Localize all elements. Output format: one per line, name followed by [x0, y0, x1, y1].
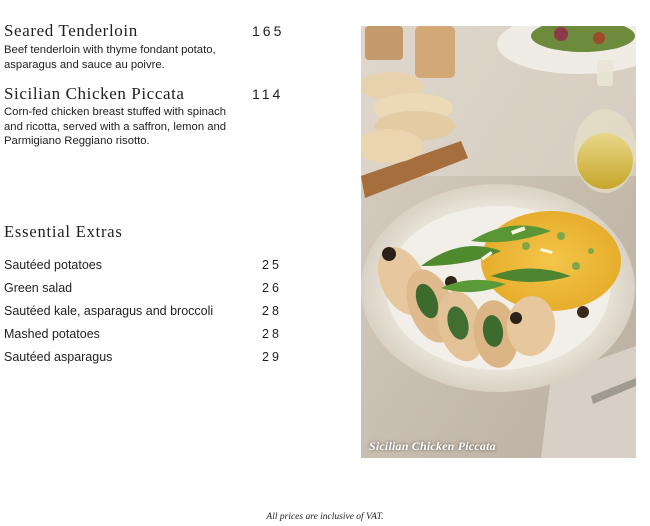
dish-description-seared-tenderloin: Beef tenderloin with thyme fondant potato, asparagus and sauce au poivre.	[4, 44, 216, 71]
extra-item-name: Sautéed asparagus	[4, 350, 113, 364]
extra-item	[4, 258, 280, 276]
extra-item-price: 25	[262, 258, 282, 272]
dish-title-chicken-piccata: Sicilian Chicken Piccata	[4, 84, 185, 103]
extra-item	[4, 350, 280, 368]
extra-item-name: Sautéed potatoes	[4, 258, 102, 272]
extra-item-price: 29	[262, 350, 282, 364]
extra-item-price: 28	[262, 327, 282, 341]
dish-price-seared-tenderloin: 165	[252, 23, 285, 39]
dish-title-seared-tenderloin: Seared Tenderloin	[4, 21, 138, 40]
photo-caption: Sicilian Chicken Piccata	[369, 439, 496, 453]
dish-photo	[361, 26, 636, 458]
extra-item-name: Green salad	[4, 281, 73, 295]
extra-item	[4, 327, 280, 345]
extra-item-price: 28	[262, 304, 282, 318]
extra-item	[4, 304, 280, 322]
extra-item-name: Mashed potatoes	[4, 327, 100, 341]
section-title-essential-extras: Essential Extras	[4, 222, 123, 241]
extra-item-price: 26	[262, 281, 282, 295]
extra-item	[4, 281, 280, 299]
vat-note: All prices are inclusive of VAT.	[266, 512, 384, 522]
dish-description-chicken-piccata: Corn-fed chicken breast stuffed with spinach and ricotta, served with a saffron, lemon and Parmigiano Reggiano risotto.	[4, 106, 227, 147]
extra-item-name: Sautéed kale, asparagus and broccoli	[4, 304, 214, 318]
dish-price-chicken-piccata: 114	[252, 86, 284, 102]
dish-photo-illustration	[361, 26, 636, 458]
